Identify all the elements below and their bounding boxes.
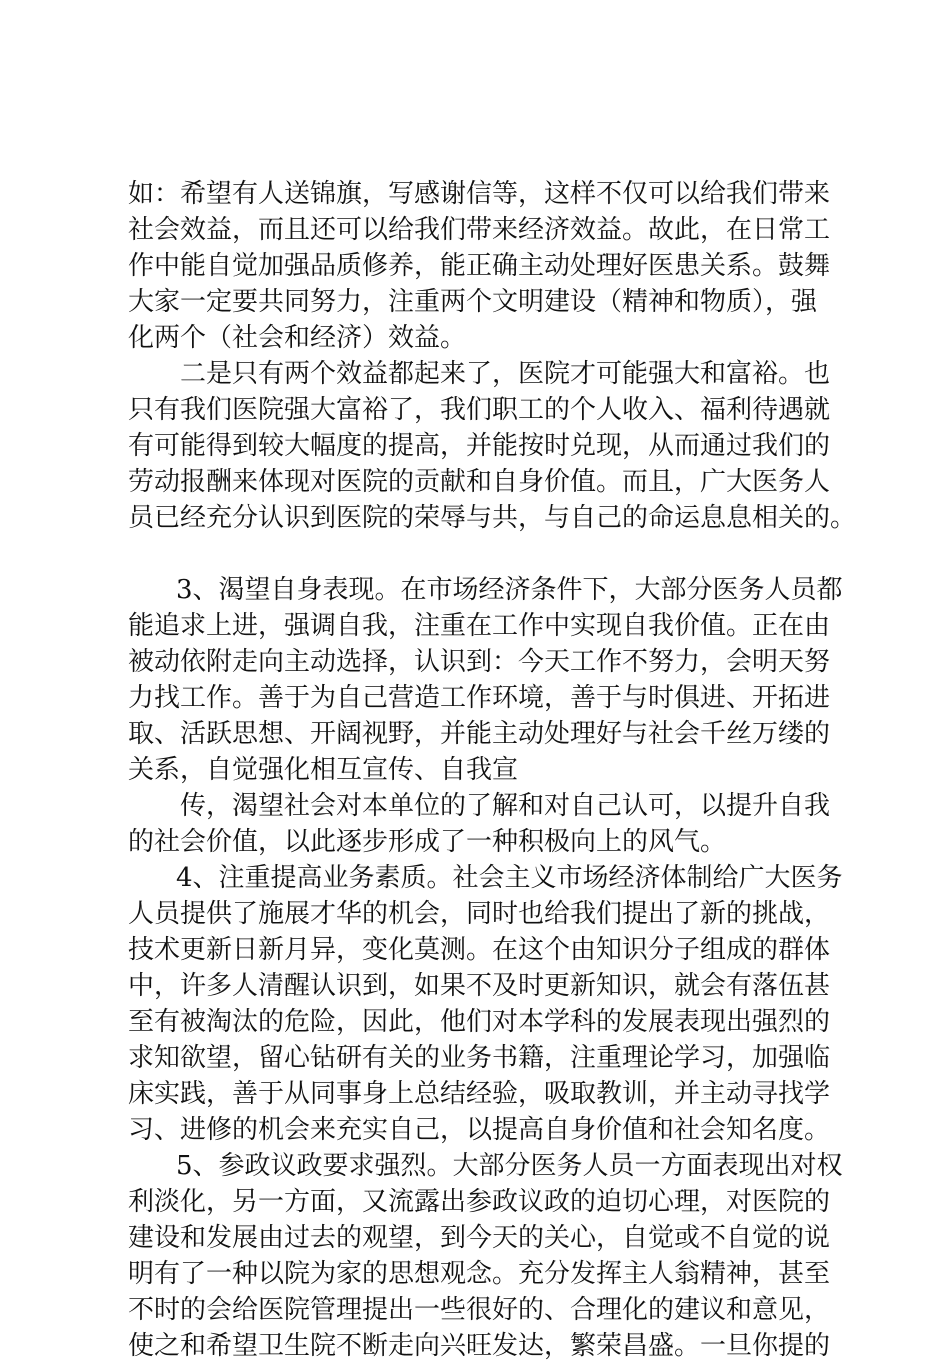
text-line: 如：希望有人送锦旗，写感谢信等，这样不仅可以给我们带来: [128, 179, 831, 209]
text-line: 床实践，善于从同事身上总结经验，吸取教训，并主动寻找学: [128, 1079, 831, 1109]
text-line: 明有了一种以院为家的思想观念。充分发挥主人翁精神，甚至: [128, 1259, 831, 1289]
text-line: 只有我们医院强大富裕了，我们职工的个人收入、福利待遇就: [128, 395, 831, 425]
text-line: 建设和发展由过去的观望，到今天的关心，自觉或不自觉的说: [128, 1223, 831, 1253]
paragraph-start-line: 二是只有两个效益都起来了，医院才可能强大和富裕。也: [180, 359, 831, 389]
document-body: [128, 176, 857, 1364]
text-line: 化两个（社会和经济）效益。: [128, 323, 467, 353]
text-line: 不时的会给医院管理提出一些很好的、合理化的建议和意见，: [128, 1295, 831, 1325]
text-line: 有可能得到较大幅度的提高，并能按时兑现，从而通过我们的: [128, 431, 831, 461]
text-line: 能追求上进，强调自我，注重在工作中实现自我价值。正在由: [128, 611, 831, 641]
text-line: 利淡化，另一方面，又流露出参政议政的迫切心理，对医院的: [128, 1187, 831, 1217]
text-line: 劳动报酬来体现对医院的贡献和自身价值。而且，广大医务人: [128, 467, 831, 497]
text-line: 作中能自觉加强品质修养，能正确主动处理好医患关系。鼓舞: [128, 251, 831, 281]
text-line: 中，许多人清醒认识到，如果不及时更新知识，就会有落伍甚: [128, 971, 831, 1001]
text-line: 被动依附走向主动选择，认识到：今天工作不努力，会明天努: [128, 647, 831, 677]
text-line: 关系，自觉强化相互宣传、自我宣: [128, 755, 519, 785]
text-line: 习、进修的机会来充实自己，以提高自身价值和社会知名度。: [128, 1115, 831, 1145]
text-line: 员已经充分认识到医院的荣辱与共，与自己的命运息息相关的。: [128, 503, 857, 533]
text-line: 社会效益，而且还可以给我们带来经济效益。故此，在日常工: [128, 215, 831, 245]
text-line: 力找工作。善于为自己营造工作环境，善于与时俱进、开拓进: [128, 683, 831, 713]
paragraph-start-line: 3、渴望自身表现。在市场经济条件下，大部分医务人员都: [176, 575, 843, 605]
text-line: 大家一定要共同努力，注重两个文明建设（精神和物质），强: [128, 287, 818, 317]
blank-line: [128, 536, 848, 572]
text-line: 求知欲望，留心钻研有关的业务书籍，注重理论学习，加强临: [128, 1043, 831, 1073]
text-line: 至有被淘汰的危险，因此，他们对本学科的发展表现出强烈的: [128, 1007, 831, 1037]
text-line: 技术更新日新月异，变化莫测。在这个由知识分子组成的群体: [128, 935, 831, 965]
text-line: 的社会价值，以此逐步形成了一种积极向上的风气。: [128, 827, 727, 857]
paragraph-start-line: 4、注重提高业务素质。社会主义市场经济体制给广大医务: [176, 863, 843, 893]
paragraph-start-line: 传，渴望社会对本单位的了解和对自己认可，以提升自我: [180, 791, 831, 821]
text-line: 使之和希望卫生院不断走向兴旺发达，繁荣昌盛。一旦你提的: [128, 1331, 831, 1361]
text-line: 人员提供了施展才华的机会，同时也给我们提出了新的挑战，: [128, 899, 831, 929]
paragraph-start-line: 5、参政议政要求强烈。大部分医务人员一方面表现出对权: [176, 1151, 843, 1181]
text-line: 取、活跃思想、开阔视野，并能主动处理好与社会千丝万缕的: [128, 719, 831, 749]
